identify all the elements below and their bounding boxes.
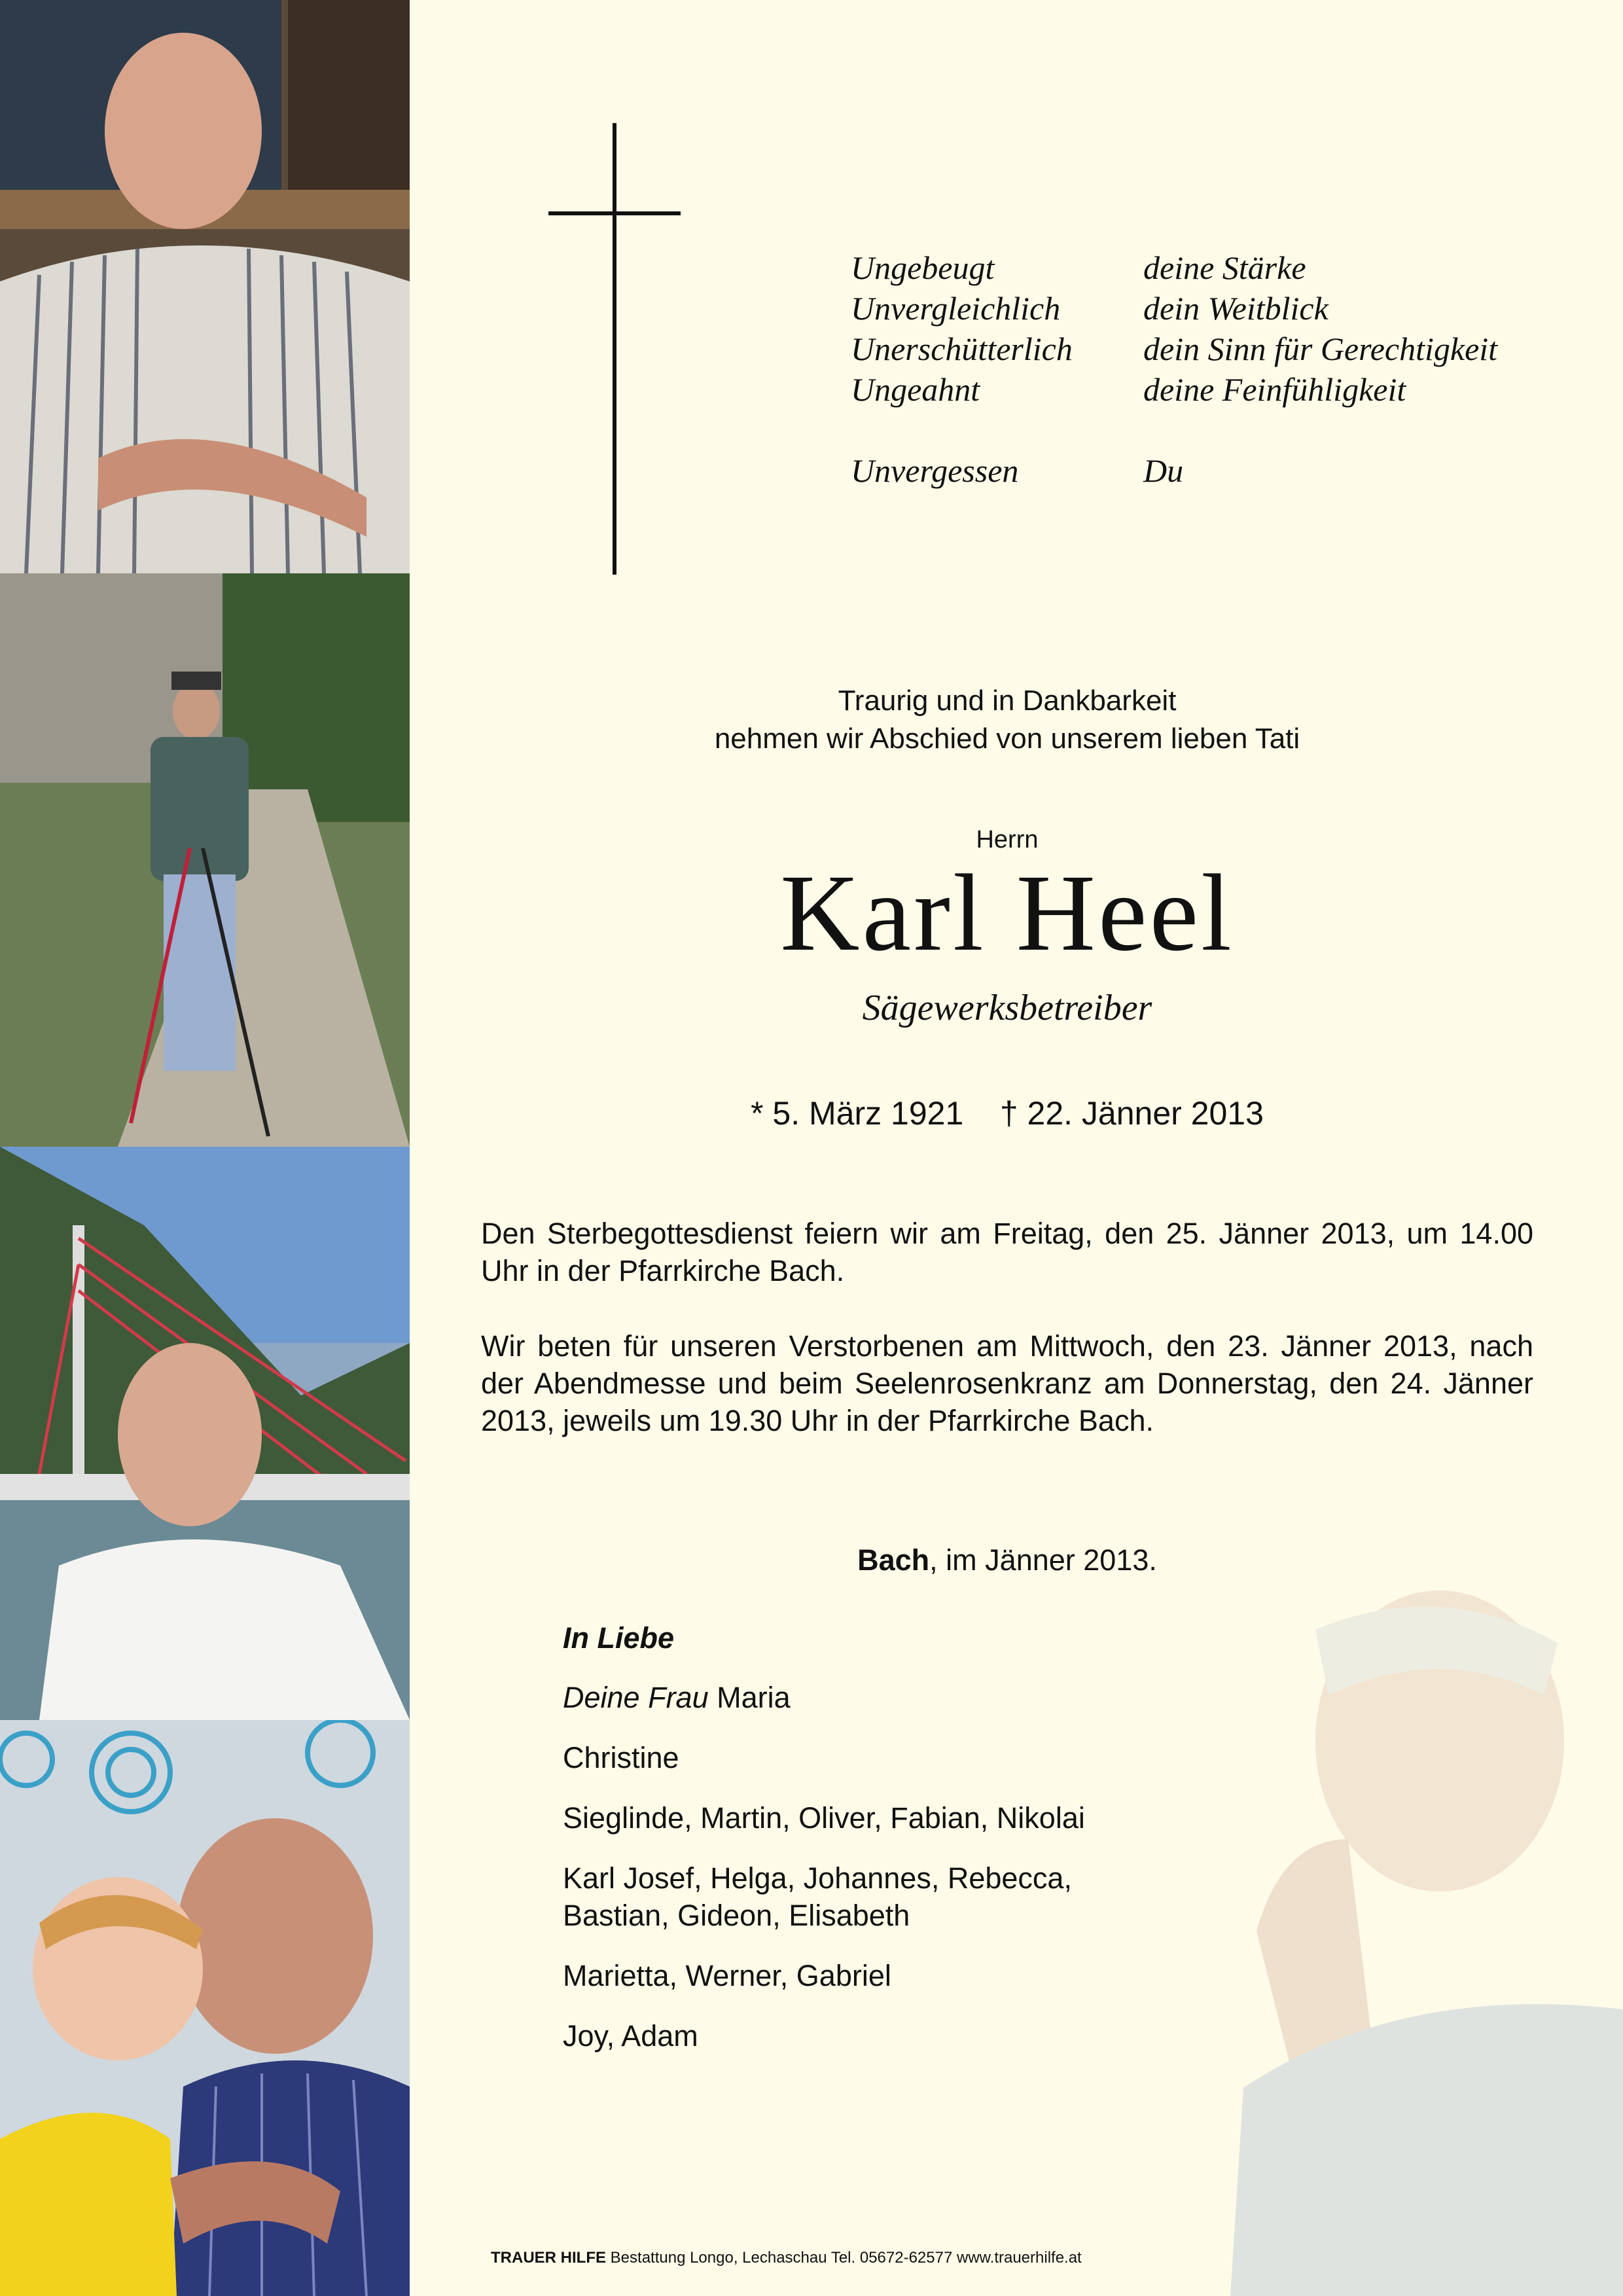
portrait-photo-1 [0,0,410,573]
poem-line-right: deine Feinfühligkeit [1143,371,1406,408]
poem-line-right: Du [1143,452,1184,489]
wife-prefix: Deine Frau [563,1681,709,1714]
poem-line [851,288,1497,329]
footer-details: Bestattung Longo, Lechaschau Tel. 05672-62577 www.trauerhilfe.at [606,2249,1082,2267]
poem-line-left: Ungebeugt [851,249,995,286]
place-town: Bach [857,1543,930,1577]
family-member-line: Karl Josef, Helga, Johannes, Rebecca, Bastian, Gideon, Elisabeth [563,1861,1072,1932]
salutation: Herrn [976,826,1039,853]
intro-line-2: nehmen wir Abschied von unserem lieben Tati [714,723,1300,755]
bridge-photo [0,1147,410,1720]
poem-line-left: Unerschütterlich [851,331,1073,367]
prayer-paragraph: Wir beten für unseren Verstorbenen am Mittwoch, den 23. Jänner 2013, nach der Abendmesse und beim Seelenrosenkranz am Donnerstag, den 24. Jänner 2013, jeweils um 19.30 Uhr in der Pfarrkirche Bach. [481,1329,1533,1437]
place-and-date [410,1543,1605,1577]
life-dates: * 5. März 1921 † 22. Jänner 2013 [751,1095,1264,1132]
poem [851,247,1497,491]
photo-column [0,0,410,2296]
poem-line-left: Ungeahnt [851,371,980,408]
poem-line-right: dein Weitblick [1143,290,1329,327]
wife-name: Maria [708,1681,791,1714]
occupation: Sägewerksbetreiber [862,988,1152,1028]
family-member-line: Joy, Adam [563,2019,698,2053]
poem-final-line [851,450,1497,491]
intro-line-1: Traurig und in Dankbarkeit [838,685,1177,717]
poem-line [851,369,1497,410]
poem-line-left: Unvergessen [851,452,1019,489]
family-member-line: Sieglinde, Martin, Oliver, Fabian, Nikolai [563,1801,1085,1835]
deceased-name: Karl Heel [780,852,1234,974]
family-list [563,1619,1085,2077]
footer-brand: TRAUER HILFE [491,2249,606,2267]
intro-text [410,682,1605,758]
footer [491,2249,1082,2267]
place-date: , im Jänner 2013. [929,1543,1157,1577]
cross-horizontal-bar [548,211,681,215]
cross-vertical-bar [613,123,616,575]
family-wife [563,1679,1085,1716]
hiking-photo [0,573,410,1147]
family-label: In Liebe [563,1621,675,1655]
funeral-service-paragraph: Den Sterbegottesdienst feiern wir am Freitag, den 25. Jänner 2013, um 14.00 Uhr in der Pfarrkirche Bach. [481,1217,1533,1287]
poem-line [851,247,1497,288]
family-photo [0,1720,410,2296]
poem-line-right: deine Stärke [1143,249,1306,286]
poem-line-left: Unvergleichlich [851,290,1061,327]
faded-portrait-photo [1204,1590,1623,2296]
poem-line [851,329,1497,369]
poem-line-right: dein Sinn für Gerechtigkeit [1143,331,1498,367]
family-member-line: Marietta, Werner, Gabriel [563,1959,891,1992]
family-member-line: Christine [563,1741,679,1774]
